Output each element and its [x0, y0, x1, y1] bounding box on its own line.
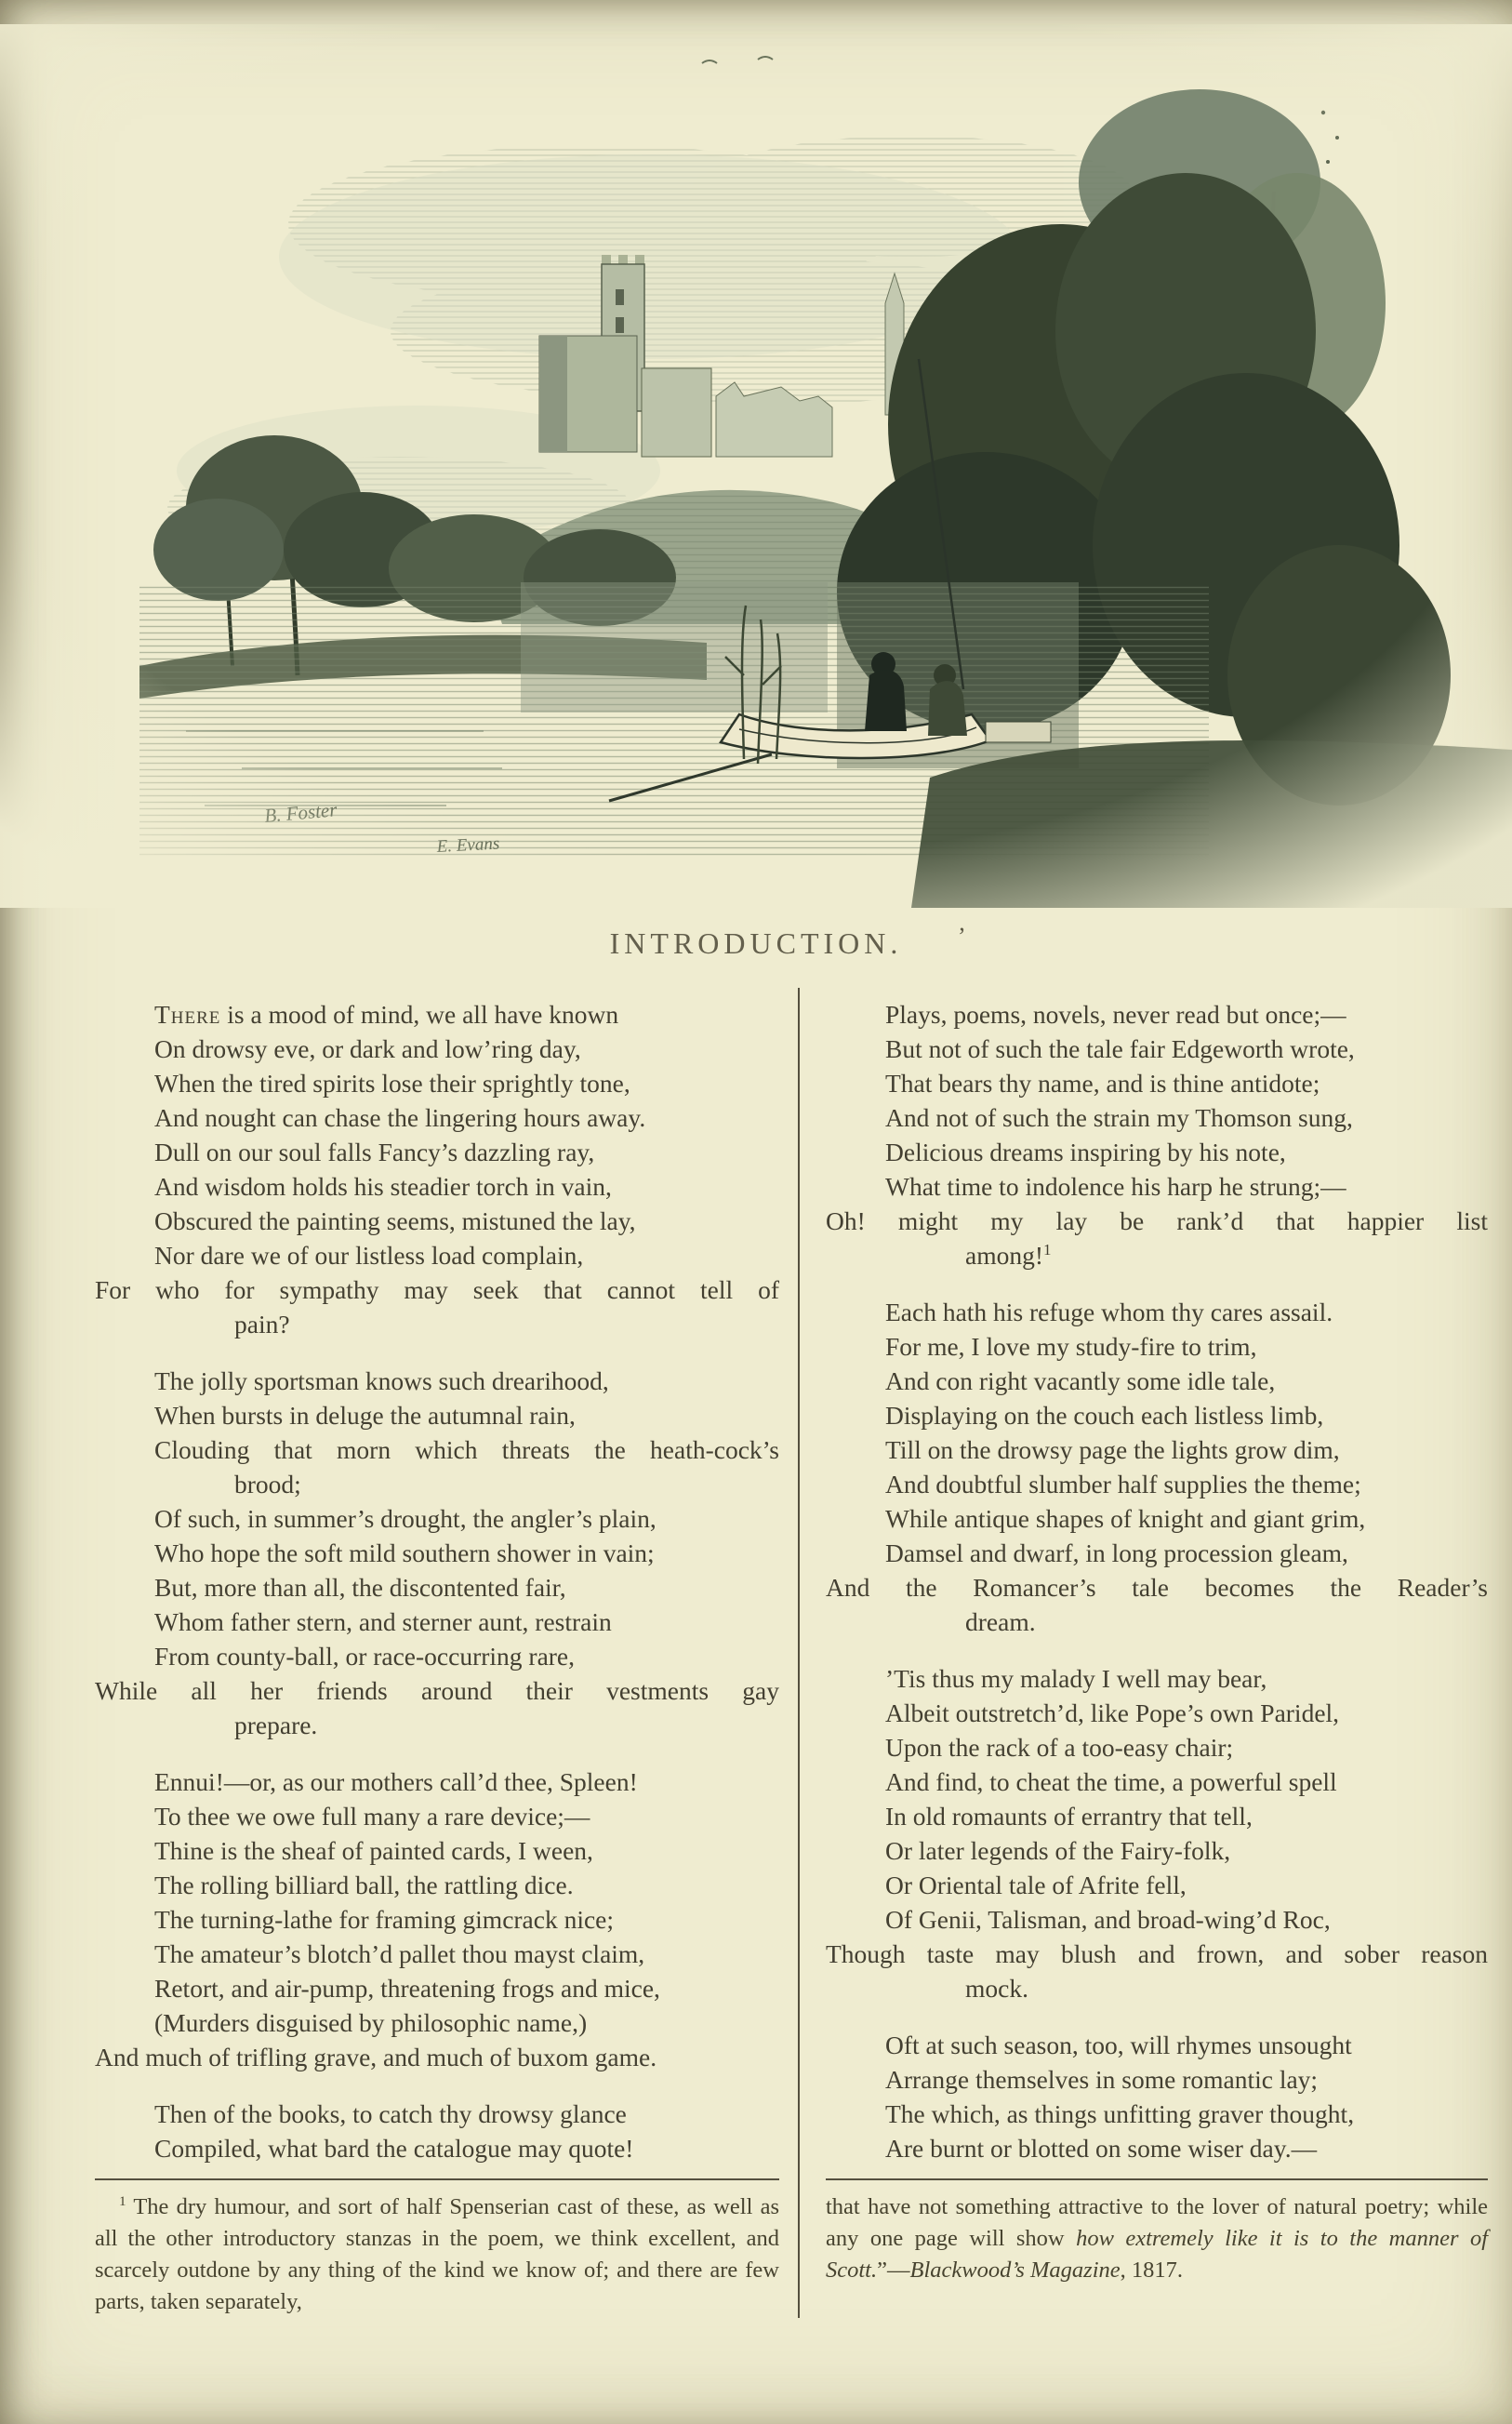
right-column-poem [826, 988, 1488, 2165]
footnote-rule-right [826, 2178, 1488, 2180]
poem-line: The jolly sportsman knows such drearihood, [154, 1366, 609, 1395]
poem-line: pain? [234, 1310, 290, 1339]
poem-line: Delicious dreams inspiring by his note, [885, 1138, 1286, 1166]
stanza [95, 1364, 779, 1742]
poem-line: In old romaunts of errantry that tell, [885, 1802, 1253, 1831]
poem-line: On drowsy eve, or dark and low’ring day, [154, 1034, 581, 1063]
poem-line: For who for sympathy may seek that cannot tell of [95, 1275, 779, 1304]
footnote-right-source: Blackwood’s Magazine [909, 2258, 1121, 2283]
poem-line: The rolling billiard ball, the rattling dice. [154, 1871, 574, 1899]
poem-line: But not of such the tale fair Edgeworth wrote, [885, 1034, 1355, 1063]
poem-line: What time to indolence his harp he strung;— [885, 1172, 1346, 1201]
footnote-marker: 1 [1043, 1240, 1052, 1259]
poem-line: Who hope the soft mild southern shower in vain; [154, 1538, 655, 1567]
poem-line: Then of the books, to catch thy drowsy glance [154, 2099, 627, 2128]
poem-line: And find, to cheat the time, a powerful spell [885, 1767, 1337, 1796]
poem-line: Nor dare we of our listless load complain, [154, 1241, 584, 1270]
left-column-poem [95, 988, 779, 2165]
poem-line: Retort, and air-pump, threatening frogs and mice, [154, 1974, 660, 2003]
text-columns [95, 988, 1488, 2318]
footnote-right-text: that have not something attractive to the lover of natural poetry; while any one page will show [826, 2194, 1488, 2251]
footnote-right-italic: how extremely like it is to the manner of Scott. [826, 2226, 1489, 2283]
poem-line: dream. [965, 1607, 1036, 1636]
poem-line: Ennui!—or, as our mothers call’d thee, Spleen! [154, 1767, 638, 1796]
poem-line: prepare. [234, 1711, 318, 1739]
poem-line: Or later legends of the Fairy-folk, [885, 1836, 1231, 1865]
poem-line: mock. [965, 1974, 1028, 2003]
poem-line: That bears thy name, and is thine antidote; [885, 1069, 1320, 1098]
stanza [95, 997, 779, 1341]
poem-line: Till on the drowsy page the lights grow dim, [885, 1435, 1340, 1464]
poem-line: Or Oriental tale of Afrite fell, [885, 1871, 1187, 1899]
poem-line: ’Tis thus my malady I well may bear, [885, 1664, 1267, 1693]
poem-line: When the tired spirits lose their sprightly tone, [154, 1069, 630, 1098]
poem-line: Of such, in summer’s drought, the angler’s plain, [154, 1504, 657, 1533]
poem-line: Each hath his refuge whom thy cares assail. [885, 1298, 1333, 1326]
poem-line: Of Genii, Talisman, and broad-wing’d Roc, [885, 1905, 1331, 1934]
poem-line: And doubtful slumber half supplies the theme; [885, 1470, 1361, 1498]
poem-line: While all her friends around their vestments gay [95, 1676, 779, 1705]
poem-line: Plays, poems, novels, never read but once;— [885, 1000, 1346, 1029]
poem-line: Thine is the sheaf of painted cards, I ween, [154, 1836, 593, 1865]
right-column [798, 988, 1488, 2318]
poem-line: Compiled, what bard the catalogue may quote! [154, 2134, 634, 2163]
stanza [826, 1295, 1488, 1639]
stanza [826, 2028, 1488, 2165]
vignette-fade [0, 24, 1512, 908]
poem-line: brood; [234, 1470, 301, 1498]
poem-line: And the Romancer’s tale becomes the Reader’s [826, 1573, 1488, 1602]
poem-line: The turning-lathe for framing gimcrack nice; [154, 1905, 615, 1934]
poem-line: Are burnt or blotted on some wiser day.— [885, 2134, 1318, 2163]
stanza [826, 1661, 1488, 2005]
poem-line: To thee we owe full many a rare device;— [154, 1802, 590, 1831]
poem-line: Whom father stern, and sterner aunt, restrain [154, 1607, 612, 1636]
poem-line: When bursts in deluge the autumnal rain, [154, 1401, 576, 1430]
poem-line: And much of trifling grave, and much of buxom game. [95, 2043, 657, 2071]
poem-line: The which, as things unfitting graver thought, [885, 2099, 1355, 2128]
poem-line: The amateur’s blotch’d pallet thou mayst claim, [154, 1939, 645, 1968]
stanza [826, 997, 1488, 1272]
poem-line: Damsel and dwarf, in long procession gleam, [885, 1538, 1348, 1567]
poem-line: Though taste may blush and frown, and sober reason [826, 1939, 1488, 1968]
poem-line: And con right vacantly some idle tale, [885, 1366, 1276, 1395]
engraving-illustration [0, 24, 1512, 908]
poem-line: Oh! might my lay be rank’d that happier list [826, 1206, 1488, 1235]
footnote-left [95, 2191, 779, 2318]
poem-line: Albeit outstretch’d, like Pope’s own Paridel, [885, 1698, 1340, 1727]
poem-line: (Murders disguised by philosophic name,) [154, 2008, 588, 2037]
footnote-right-text: ”— [877, 2258, 910, 2283]
poem-line: Upon the rack of a too-easy chair; [885, 1733, 1234, 1762]
footnote-rule-left [95, 2178, 779, 2180]
stanza [95, 2097, 779, 2165]
poem-line: Displaying on the couch each listless limb, [885, 1401, 1324, 1430]
poem-line: And nought can chase the lingering hours away. [154, 1103, 646, 1132]
footnote-marker: 1 [119, 2192, 126, 2209]
poem-line: Arrange themselves in some romantic lay; [885, 2065, 1319, 2094]
left-column [95, 988, 798, 2318]
poem-line: Dull on our soul falls Fancy’s dazzling ray, [154, 1138, 595, 1166]
poem-line: But, more than all, the discontented fair, [154, 1573, 566, 1602]
poem-line: And not of such the strain my Thomson sung, [885, 1103, 1353, 1132]
poem-line: And wisdom holds his steadier torch in vain, [154, 1172, 612, 1201]
poem-line: Oft at such season, too, will rhymes unsought [885, 2031, 1352, 2059]
poem-line: For me, I love my study-fire to trim, [885, 1332, 1257, 1361]
footnote-right-text: , 1817. [1120, 2258, 1184, 2283]
ink-speck: ’ [958, 923, 966, 950]
poem-line: From county-ball, or race-occurring rare, [154, 1642, 576, 1671]
poem-line: There is a mood of mind, we all have known [154, 1000, 619, 1029]
poem-line: Obscured the painting seems, mistuned the lay, [154, 1206, 636, 1235]
poem-line: While antique shapes of knight and giant grim, [885, 1504, 1366, 1533]
poem-line: among!$^1$ [965, 1240, 1052, 1270]
poem-line: Clouding that morn which threats the heath-cock’s [154, 1435, 779, 1464]
stanza [95, 1765, 779, 2074]
footnote-right [826, 2191, 1488, 2286]
footnote-left-text: The dry humour, and sort of half Spenserian cast of these, as well as all the other introductory stanzas in the poem, we think excellent, and scarcely outdone by any thing of the kind we know of; and there are few parts, taken separately, [95, 2194, 779, 2314]
page-title: INTRODUCTION. [609, 926, 903, 960]
